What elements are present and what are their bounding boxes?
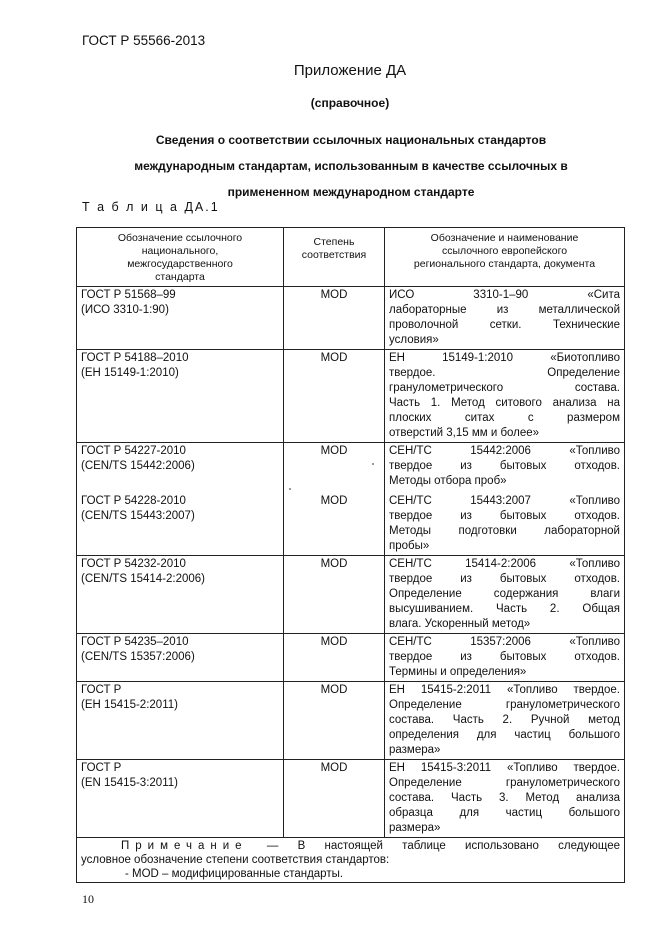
european-standard-line: Методы отбора проб»	[389, 475, 507, 487]
degree-cell	[284, 682, 385, 760]
european-standard-line: плоских ситах с размером	[389, 412, 620, 424]
national-standard-line: (ЕН 15415-2:2011)	[81, 699, 178, 711]
european-standard-line: пробы»	[389, 540, 430, 552]
european-standard-line: Часть 1. Метод ситового анализа на	[389, 397, 620, 409]
table-row	[77, 443, 625, 556]
degree-value: MOD	[320, 495, 348, 507]
european-standard-line: гранулометрического состава.	[389, 382, 620, 394]
national-standard-line: ГОСТ Р 51568–99	[81, 289, 176, 301]
european-standard-cell	[385, 556, 625, 634]
page-number: 10	[82, 892, 94, 906]
european-standard-line: условия»	[389, 334, 439, 346]
national-standard-cell	[77, 556, 284, 634]
spacer-line	[81, 474, 279, 489]
degree-cell	[284, 760, 385, 838]
annex-title: Приложение ДА	[293, 62, 407, 79]
table-header-row	[77, 228, 625, 287]
european-standard-line: Термины и определения»	[389, 666, 527, 678]
table-row	[77, 760, 625, 838]
european-standard-line: твердое из бытовых отходов.	[389, 460, 620, 472]
european-standard-line: определения для частиц большого	[389, 729, 620, 741]
table-row	[77, 350, 625, 443]
european-standard-line: твердое из бытовых отходов.	[389, 510, 620, 522]
european-standard-line: размера»	[389, 822, 441, 834]
scan-speck	[372, 463, 374, 465]
header-line: Обозначение ссылочного	[117, 232, 243, 244]
correspondence-table	[76, 227, 625, 883]
table-row	[77, 287, 625, 350]
national-standard-cell	[77, 760, 284, 838]
european-standard-line: твердое. Определение	[389, 367, 620, 379]
european-standard-cell	[385, 682, 625, 760]
european-standard-line: ЕН 15149-1:2010 «Биотопливо	[389, 352, 620, 364]
national-standard-line: (ИСО 3310-1:90)	[81, 304, 169, 316]
degree-cell	[284, 350, 385, 443]
european-standard-line: ЕН 15415-2:2011 «Топливо твердое.	[389, 684, 620, 696]
header-line: стандарта	[155, 271, 205, 283]
header-degree	[284, 228, 385, 287]
degree-value: MOD	[320, 684, 348, 696]
european-standard-line: Определение содержания влаги	[389, 588, 620, 600]
table-row	[77, 682, 625, 760]
national-standard-line: (ЕН 15149-1:2010)	[81, 367, 179, 379]
degree-value: MOD	[320, 636, 348, 648]
annex-heading-line: международным стандартам, использованным в качестве ссылочных в	[134, 159, 568, 173]
national-standard-cell	[77, 634, 284, 682]
european-standard-line: твердое из бытовых отходов.	[389, 573, 620, 585]
national-standard-cell	[77, 287, 284, 350]
european-standard-cell	[385, 634, 625, 682]
table-row	[77, 634, 625, 682]
national-standard-line: (EN 15415-3:2011)	[81, 777, 178, 789]
note-label: Примечание	[121, 840, 248, 852]
european-standard-line: ЕН 15415-3:2011 «Топливо твердое.	[389, 762, 620, 774]
european-standard-line: влага. Ускоренный метод»	[389, 618, 531, 630]
national-standard-cell	[77, 443, 284, 556]
header-line: межгосударственного	[127, 258, 233, 270]
european-standard-line: состава. Часть 2. Ручной метод	[389, 714, 620, 726]
document-number: ГОСТ Р 55566-2013	[82, 33, 206, 48]
european-standard-line: размера»	[389, 744, 441, 756]
note-row	[77, 838, 625, 883]
degree-value: MOD	[320, 352, 348, 364]
degree-value: MOD	[320, 558, 348, 570]
table-body	[77, 287, 625, 838]
degree-value: MOD	[320, 445, 348, 457]
national-standard-line: (CEN/TS 15442:2006)	[81, 460, 195, 472]
national-standard-line: ГОСТ Р 54235–2010	[81, 636, 189, 648]
degree-cell	[284, 443, 385, 556]
entry-gap	[288, 459, 380, 464]
national-standard-line: ГОСТ Р	[81, 684, 122, 696]
degree-value: MOD	[320, 289, 348, 301]
european-standard-cell	[385, 350, 625, 443]
degree-value: MOD	[320, 762, 348, 774]
european-standard-line: отверстий 3,15 мм и более»	[389, 427, 540, 439]
annex-heading	[82, 127, 620, 205]
european-standard-line: высушиванием. Часть 2. Общая	[389, 603, 620, 615]
degree-cell	[284, 634, 385, 682]
note-first-line	[81, 839, 620, 853]
national-standard-line: (CEN/TS 15357:2006)	[81, 651, 195, 663]
national-standard-line: (CEN/TS 15443:2007)	[81, 510, 195, 522]
national-standard-line: ГОСТ Р 54232-2010	[81, 558, 186, 570]
european-standard-line: СЕН/ТС 15414-2:2006 «Топливо	[389, 558, 620, 570]
european-standard-line: Методы подготовки лабораторной	[389, 525, 620, 537]
national-standard-line: ГОСТ Р 54188–2010	[81, 352, 189, 364]
header-line: национального,	[141, 245, 219, 257]
note-second-line: условное обозначение степени соответствия стандартов:	[81, 854, 390, 866]
table-note	[77, 838, 625, 883]
national-standard-line: ГОСТ Р 54227-2010	[81, 445, 186, 457]
table-row	[77, 556, 625, 634]
european-standard-line: СЕН/ТС 15443:2007 «Топливо	[389, 495, 620, 507]
european-standard-cell	[385, 287, 625, 350]
header-european-standard	[385, 228, 625, 287]
european-standard-line: Определение гранулометрического	[389, 699, 620, 711]
degree-cell	[284, 556, 385, 634]
annex-heading-line: примененном международном стандарте	[227, 185, 475, 199]
scan-speck	[289, 488, 291, 490]
table-caption: Т а б л и ц а ДА.1	[82, 200, 220, 214]
national-standard-line: (CEN/TS 15414-2:2006)	[81, 573, 206, 585]
european-standard-line: Определение гранулометрического	[389, 777, 620, 789]
european-standard-line: образца для частиц большого	[389, 807, 620, 819]
european-standard-line: проволочной сетки. Технические	[389, 319, 620, 331]
national-standard-cell	[77, 682, 284, 760]
european-standard-line: состава. Часть 3. Метод анализа	[389, 792, 620, 804]
european-standard-line: ИСО 3310-1–90 «Сита	[389, 289, 620, 301]
european-standard-line: СЕН/ТС 15357:2006 «Топливо	[389, 636, 620, 648]
header-line: Степень	[313, 236, 355, 248]
european-standard-cell	[385, 760, 625, 838]
header-line: регионального стандарта, документа	[413, 258, 596, 270]
note-item: - MOD – модифицированные стандарты.	[125, 868, 344, 880]
header-line: соответствия	[301, 249, 367, 261]
header-line: ссылочного европейского	[441, 245, 568, 257]
national-standard-cell	[77, 350, 284, 443]
european-standard-line: твердое из бытовых отходов.	[389, 651, 620, 663]
european-standard-line: лабораторные из металлической	[389, 304, 620, 316]
header-line: Обозначение и наименование	[430, 232, 579, 244]
degree-cell	[284, 287, 385, 350]
national-standard-line: ГОСТ Р 54228-2010	[81, 495, 186, 507]
annex-subtitle: (справочное)	[310, 96, 390, 110]
european-standard-line: СЕН/ТС 15442:2006 «Топливо	[389, 445, 620, 457]
national-standard-line: ГОСТ Р	[81, 762, 122, 774]
european-standard-cell	[385, 443, 625, 556]
note-text: — В настоящей таблице использовано следующее	[247, 840, 620, 852]
header-national-standard	[77, 228, 284, 287]
annex-heading-line: Сведения о соответствии ссылочных национальных стандартов	[155, 133, 547, 147]
